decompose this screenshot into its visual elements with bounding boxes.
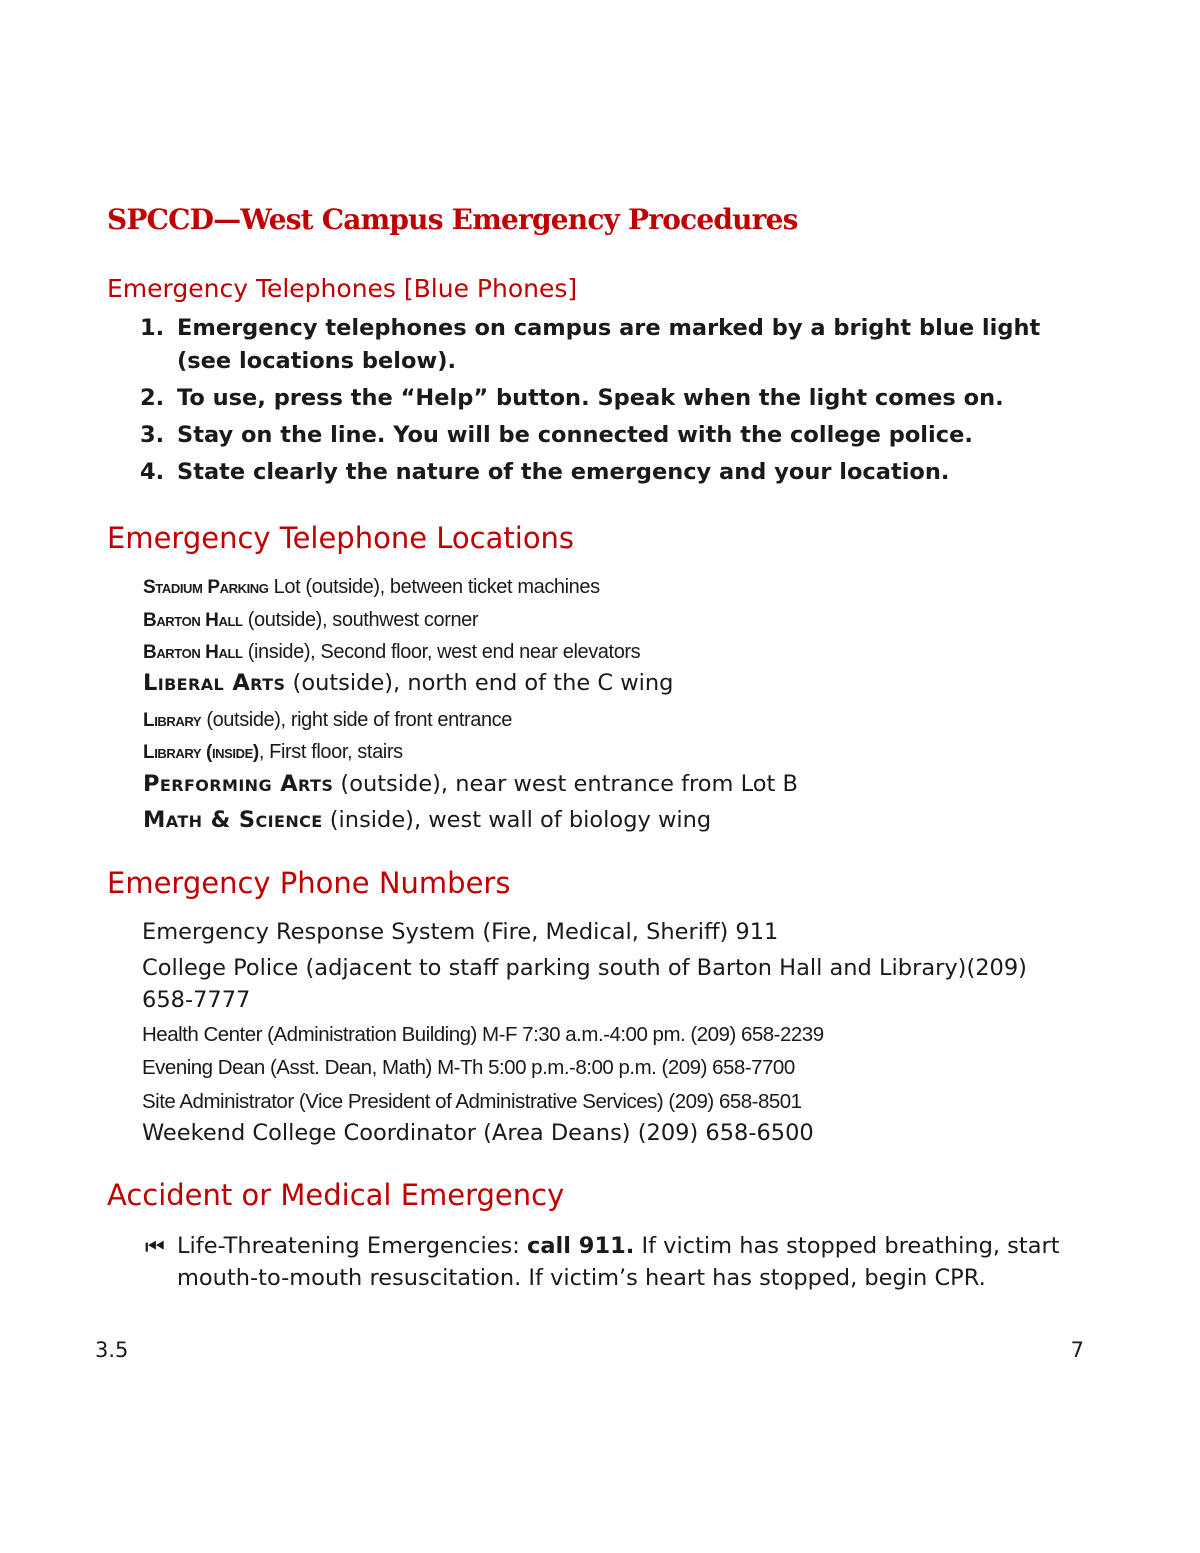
list-item-number: 2.: [140, 385, 165, 411]
location-item: [143, 576, 600, 599]
skip-back-icon: ⏮: [145, 1235, 165, 1260]
location-item: [143, 709, 512, 732]
bullet-bold: call 911.: [527, 1233, 635, 1259]
page-title: SPCCD—West Campus Emergency Procedures: [107, 203, 798, 236]
page-number: 7: [1070, 1338, 1084, 1362]
location-detail: Lot (outside), between ticket machines: [268, 576, 600, 598]
footer-section-number: 3.5: [95, 1338, 129, 1362]
location-detail: (outside), near west entrance from Lot B: [333, 771, 798, 797]
list-item: [140, 382, 1090, 415]
location-item: [143, 771, 798, 797]
bullet-item: [177, 1230, 1097, 1294]
heading-phone-numbers: Emergency Phone Numbers: [107, 866, 511, 900]
location-item: [143, 670, 673, 696]
heading-telephone-locations: Emergency Telephone Locations: [107, 521, 575, 555]
phone-number-item: Health Center (Administration Building) M-F 7:30 a.m.-4:00 pm. (209) 658-2239: [142, 1023, 824, 1046]
location-item: [143, 609, 478, 632]
location-item: [143, 741, 403, 764]
location-detail: (inside), west wall of biology wing: [322, 807, 712, 833]
bullet-rest: If victim has stopped breathing, start mouth-to-mouth resuscitation. If victim’s heart has stopped, begin CPR.: [177, 1233, 1060, 1291]
location-detail: (outside), right side of front entrance: [201, 709, 513, 731]
list-item-number: 3.: [140, 422, 165, 448]
list-item-number: 4.: [140, 459, 165, 485]
location-detail: (inside), Second floor, west end near elevators: [242, 641, 641, 663]
telephone-steps-list: [140, 312, 1090, 493]
location-detail: (outside), north end of the C wing: [285, 670, 674, 696]
location-place: Stadium Parking: [143, 577, 269, 598]
list-item: [140, 419, 1090, 452]
list-item: [140, 456, 1090, 489]
location-place: Library (inside): [143, 742, 259, 763]
phone-number-item: Weekend College Coordinator (Area Deans) (209) 658-6500: [142, 1120, 814, 1146]
phone-number-item: Site Administrator (Vice President of Administrative Services) (209) 658-8501: [142, 1090, 802, 1113]
location-place: Math & Science: [143, 807, 323, 833]
list-item-text: State clearly the nature of the emergency and your location.: [177, 459, 950, 485]
location-place: Performing Arts: [143, 771, 334, 797]
bullet-lead: Life-Threatening Emergencies:: [177, 1233, 528, 1259]
location-detail: , First floor, stairs: [258, 741, 403, 763]
phone-number-item: Emergency Response System (Fire, Medical, Sheriff) 911: [142, 919, 779, 945]
location-place: Barton Hall: [143, 610, 243, 631]
list-item: [140, 312, 1090, 378]
location-place: Liberal Arts: [143, 670, 286, 696]
list-item-text: Emergency telephones on campus are marked by a bright blue light (see locations below).: [177, 315, 1041, 374]
location-place: Barton Hall: [143, 642, 243, 663]
phone-number-item: Evening Dean (Asst. Dean, Math) M-Th 5:00 p.m.-8:00 p.m. (209) 658-7700: [142, 1056, 795, 1079]
list-item-text: To use, press the “Help” button. Speak when the light comes on.: [177, 385, 1004, 411]
heading-emergency-telephones: Emergency Telephones [Blue Phones]: [107, 274, 578, 303]
list-item-number: 1.: [140, 315, 165, 341]
phone-number-item: College Police (adjacent to staff parking south of Barton Hall and Library)(209) 658-7777: [142, 955, 1027, 1013]
list-item-text: Stay on the line. You will be connected with the college police.: [177, 422, 973, 448]
location-detail: (outside), southwest corner: [242, 609, 479, 631]
location-place: Library: [143, 710, 202, 731]
location-item: [143, 641, 640, 664]
heading-accident-medical: Accident or Medical Emergency: [107, 1178, 565, 1212]
location-item: [143, 807, 711, 833]
